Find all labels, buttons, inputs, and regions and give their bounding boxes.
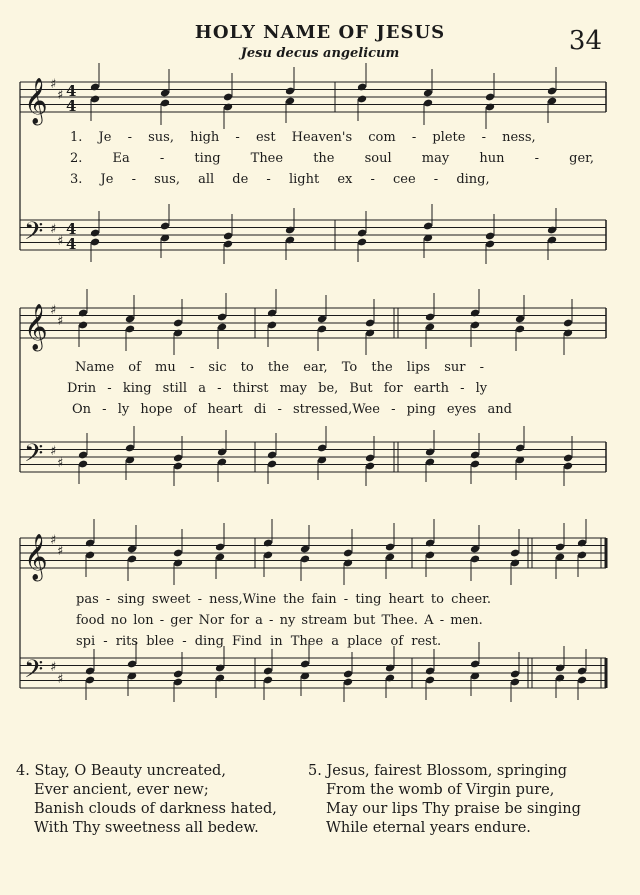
sharp-icon: ♯ — [50, 660, 57, 675]
bass-clef-icon: 𝄢 — [24, 439, 44, 474]
lyric-line: pas - sing sweet - ness,Wine the fain - ting heart to cheer. — [76, 592, 492, 607]
sharp-icon: ♯ — [57, 544, 64, 559]
sharp-icon: ♯ — [57, 234, 64, 249]
verse-line: With Thy sweetness all bedew. — [34, 820, 259, 836]
verse-line: Ever ancient, ever new; — [34, 782, 209, 798]
verse-line: 5. Jesus, fairest Blossom, springing — [308, 763, 568, 779]
verse-4 — [16, 762, 277, 838]
sharp-icon: ♯ — [57, 672, 64, 687]
lyric-line: spi - rits blee - ding Find in Thee a place of rest. — [76, 634, 442, 649]
sharp-icon: ♯ — [50, 222, 57, 237]
sharp-icon: ♯ — [50, 303, 57, 318]
treble-clef-icon: 𝄞 — [24, 534, 48, 580]
verse-line: While eternal years endure. — [326, 820, 531, 836]
sharp-icon: ♯ — [57, 88, 64, 103]
lyric-line: 2. Ea - ting Thee the soul may hun - ger, — [70, 151, 595, 166]
time-signature-denominator: 4 — [66, 97, 77, 115]
time-signature-numerator: 4 — [66, 220, 77, 238]
page-number: 34 — [568, 26, 602, 56]
treble-clef-icon: 𝄞 — [24, 78, 48, 124]
lyric-line: food no lon - ger Nor for a - ny stream but Thee. A - men. — [76, 613, 483, 628]
sharp-icon: ♯ — [50, 533, 57, 548]
verse-line: Banish clouds of darkness hated, — [34, 801, 277, 817]
sharp-icon: ♯ — [57, 314, 64, 329]
hymn-title: HOLY NAME OF JESUS — [194, 22, 446, 43]
lyric-line: Name of mu - sic to the ear, To the lips sur - — [75, 360, 485, 375]
bass-clef-icon: 𝄢 — [24, 217, 44, 252]
verse-line: May our lips Thy praise be singing — [326, 801, 581, 817]
bass-clef-icon: 𝄢 — [24, 655, 44, 690]
verse-line: 4. Stay, O Beauty uncreated, — [16, 763, 226, 779]
hymn-subtitle: Jesu decus angelicum — [240, 46, 400, 61]
treble-clef-icon: 𝄞 — [24, 304, 48, 350]
lyric-line: 3. Je - sus, all de - light ex - cee - ding, — [70, 172, 490, 187]
time-signature-numerator: 4 — [66, 82, 77, 100]
verse-line: From the womb of Virgin pure, — [326, 782, 555, 798]
sharp-icon: ♯ — [50, 77, 57, 92]
time-signature-denominator: 4 — [66, 235, 77, 253]
sharp-icon: ♯ — [57, 456, 64, 471]
lyric-line: Drin - king still a - thirst may be, But for earth - ly — [67, 381, 488, 396]
lyric-line: 1. Je - sus, high - est Heaven's com - plete - ness, — [70, 130, 536, 145]
sharp-icon: ♯ — [50, 444, 57, 459]
lyric-line: On - ly hope of heart di - stressed,Wee - ping eyes and — [72, 402, 512, 417]
verse-5 — [308, 762, 581, 838]
